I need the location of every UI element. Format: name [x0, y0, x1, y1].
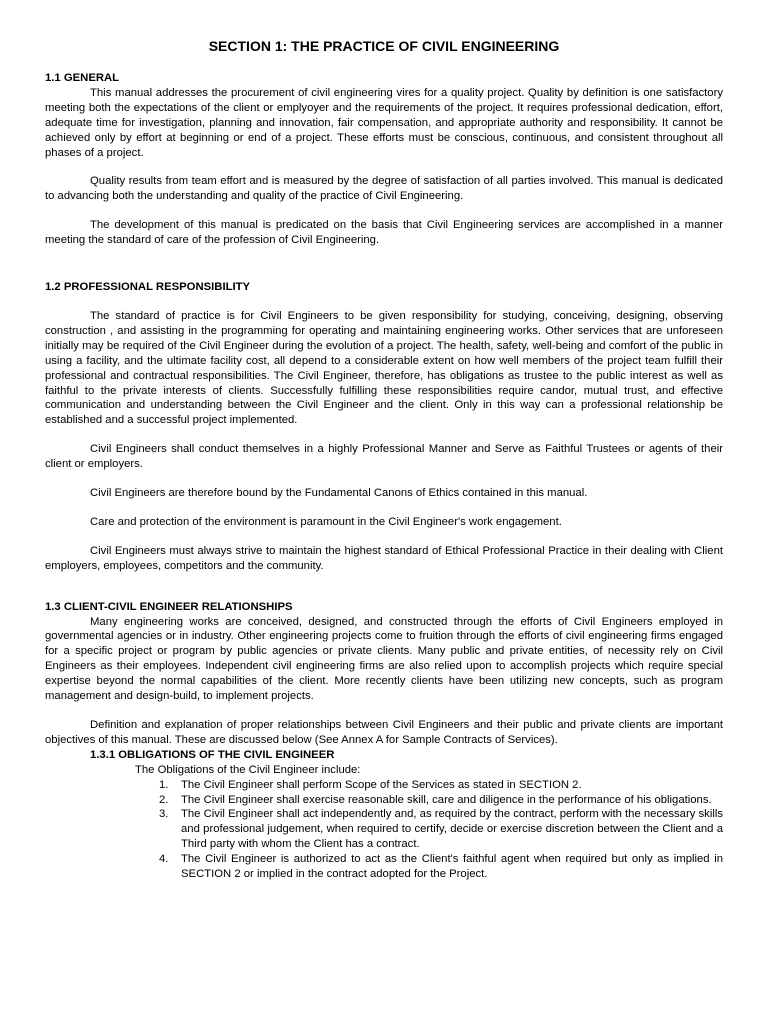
list-item-number: 2.	[159, 793, 169, 806]
paragraph: Many engineering works are conceived, designed, and constructed through the efforts of Civil Engineers employed in governmental agencies or in industry. Other engineering projects come to fruition through the efforts of civil engineering firms engaged for a specific project or program by public agencies or private clients. Many public and private entities, of necessity rely on Civil Engineers as their employees. Independent civil engineering firms are also relied upon to accomplish projects which require special expertise beyond the normal capabilities of the client. More recently clients have been utilizing new concepts, such as program management and design-build, to implement projects.	[45, 615, 723, 703]
paragraph: Civil Engineers are therefore bound by the Fundamental Canons of Ethics contained in this manual.	[90, 487, 588, 500]
list-item-text: The Civil Engineer shall act independently and, as required by the contract, perform with the necessary skills and professional judgement, when required to certify, decide or exercise discretion between the Client and a Third party with whom the Client has a contract.	[181, 808, 723, 851]
page-title: SECTION 1: THE PRACTICE OF CIVIL ENGINEERING	[208, 38, 560, 54]
list-item-text: The Civil Engineer shall perform Scope of the Services as stated in SECTION 2.	[181, 778, 582, 791]
obligations-list	[45, 778, 723, 882]
subsection-heading-obligations: 1.3.1 OBLIGATIONS OF THE CIVIL ENGINEER	[90, 748, 335, 761]
list-item-number: 3.	[159, 808, 169, 821]
paragraph: The development of this manual is predicated on the basis that Civil Engineering services are accomplished in a manner meeting the standard of care of the profession of Civil Engineering.	[45, 219, 723, 247]
list-item-text: The Civil Engineer shall exercise reasonable skill, care and diligence in the performance of his obligations.	[181, 793, 712, 806]
list-item	[159, 793, 723, 808]
section-heading-professional-responsibility: 1.2 PROFESSIONAL RESPONSIBILITY	[45, 281, 251, 294]
document-page	[45, 38, 723, 882]
list-item-text: The Civil Engineer is authorized to act as the Client's faithful agent when required but only as implied in SECTION 2 or implied in the contract adopted for the Project.	[181, 853, 723, 881]
list-item	[159, 807, 723, 852]
obligations-intro: The Obligations of the Civil Engineer include:	[135, 763, 361, 776]
section-heading-general: 1.1 GENERAL	[45, 72, 120, 84]
section-heading-client-relationships: 1.3 CLIENT-CIVIL ENGINEER RELATIONSHIPS	[45, 600, 293, 613]
paragraph: Definition and explanation of proper relationships between Civil Engineers and their public and private clients are important objectives of this manual. These are discussed below (See Annex A for Sample Contracts of Services).	[45, 719, 723, 746]
paragraph: Quality results from team effort and is measured by the degree of satisfaction of all parties involved. This manual is dedicated to advancing both the understanding and quality of the practice of Civil Engineering.	[45, 175, 723, 203]
list-item	[159, 778, 723, 793]
paragraph: Civil Engineers must always strive to maintain the highest standard of Ethical Professional Practice in their dealing with Client employers, employees, competitors and the community.	[45, 544, 723, 572]
paragraph: Civil Engineers shall conduct themselves in a highly Professional Manner and Serve as Faithful Trustees or agents of their client or employers.	[45, 443, 723, 471]
paragraph: Care and protection of the environment is paramount in the Civil Engineer's work engagement.	[90, 515, 562, 528]
paragraph: This manual addresses the procurement of civil engineering vires for a quality project. Quality by definition is one satisfactory meeting both the expectations of the client or emplyoyer and the requirements of the project. It requires professional dedication, effort, adequate time for investigation, planning and innovation, fair compensation, and appropriate authority and responsibility. It cannot be achieved only by effort at beginning or end of a project. These efforts must be conscious, continuous, and consistent throughout all phases of a project.	[45, 86, 723, 159]
list-item	[159, 852, 723, 882]
list-item-number: 4.	[159, 853, 169, 866]
paragraph: The standard of practice is for Civil Engineers to be given responsibility for studying, conceiving, designing, observing construction , and assisting in the programming for operating and maintaining engineering works. Other services that are unforeseen initially may be required of the Civil Engineer during the evolution of a project. The health, safety, well-being and comfort of the public in using a facility, and the ultimate facility cost, all depend to a considerable extent on how well members of the project team fulfill their professional and contractual responsibilities. The Civil Engineer, therefore, has obligations as trustee to the public interest as well as faithful to the private interests of clients. Successfully fulfilling these responsibilities require candor, mutual trust, and effective communication and understanding between the Civil Engineer and the client. Only in this way can a professional relationship be established and a successful project implemented.	[45, 309, 723, 427]
list-item-number: 1.	[159, 778, 169, 791]
